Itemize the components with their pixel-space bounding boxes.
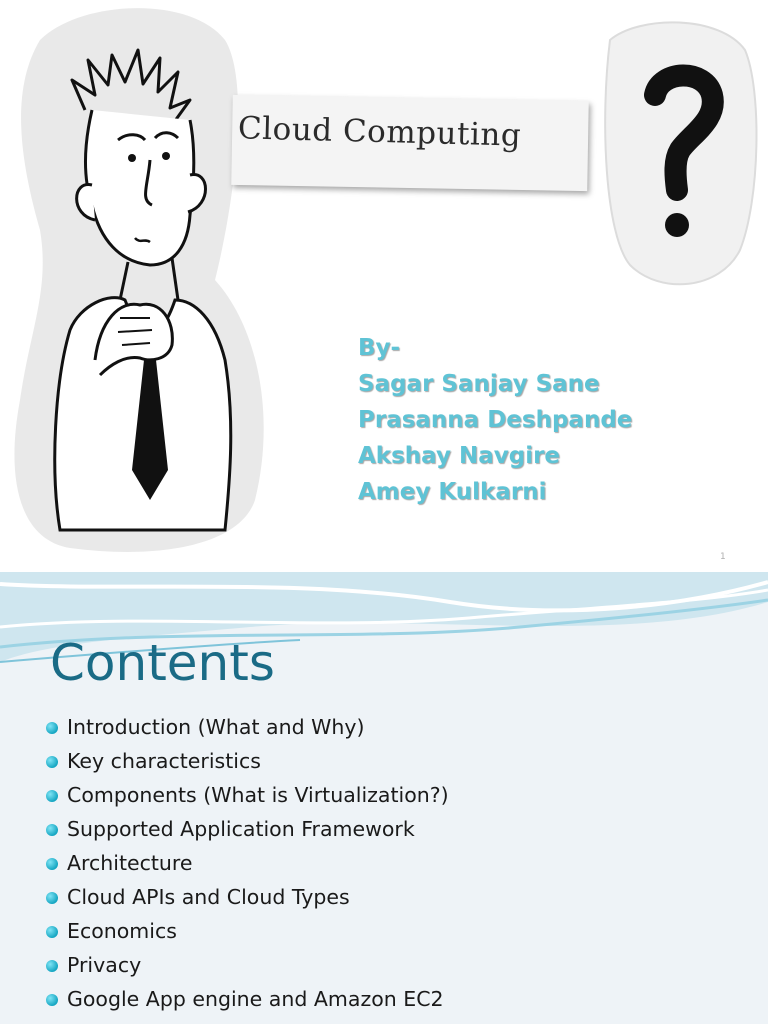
list-item [46,780,449,814]
slide-title: Cloud Computing [237,110,522,154]
list-item-label: Introduction (What and Why) [67,715,365,739]
list-item-label: Architecture [67,851,193,875]
author-by-label: By- [358,335,401,361]
list-item-label: Privacy [67,953,142,977]
bullet-icon [46,960,58,972]
bullet-icon [46,790,58,802]
list-item-label: Supported Application Framework [67,817,415,841]
bullet-icon [46,892,58,904]
author-name: Prasanna Deshpande [358,407,633,433]
bullet-icon [46,722,58,734]
author-name: Amey Kulkarni [358,479,547,505]
author-name: Akshay Navgire [358,443,561,469]
contents-list [46,712,449,1018]
list-item-label: Key characteristics [67,749,261,773]
bullet-icon [46,926,58,938]
list-item-label: Cloud APIs and Cloud Types [67,885,350,909]
list-item-label: Google App engine and Amazon EC2 [67,987,444,1011]
list-item [46,916,449,950]
bullet-icon [46,756,58,768]
list-item-label: Components (What is Virtualization?) [67,783,449,807]
contents-title: Contents [50,634,275,692]
list-item [46,814,449,848]
list-item [46,848,449,882]
list-item [46,712,449,746]
list-item-label: Economics [67,919,177,943]
list-item [46,984,449,1018]
bullet-icon [46,824,58,836]
page-number: 1 [720,552,726,562]
bullet-icon [46,994,58,1006]
bullet-icon [46,858,58,870]
contents-slide [0,572,768,1024]
author-name: Sagar Sanjay Sane [358,371,600,397]
list-item [46,950,449,984]
list-item [46,882,449,916]
list-item [46,746,449,780]
author-list [358,330,632,510]
